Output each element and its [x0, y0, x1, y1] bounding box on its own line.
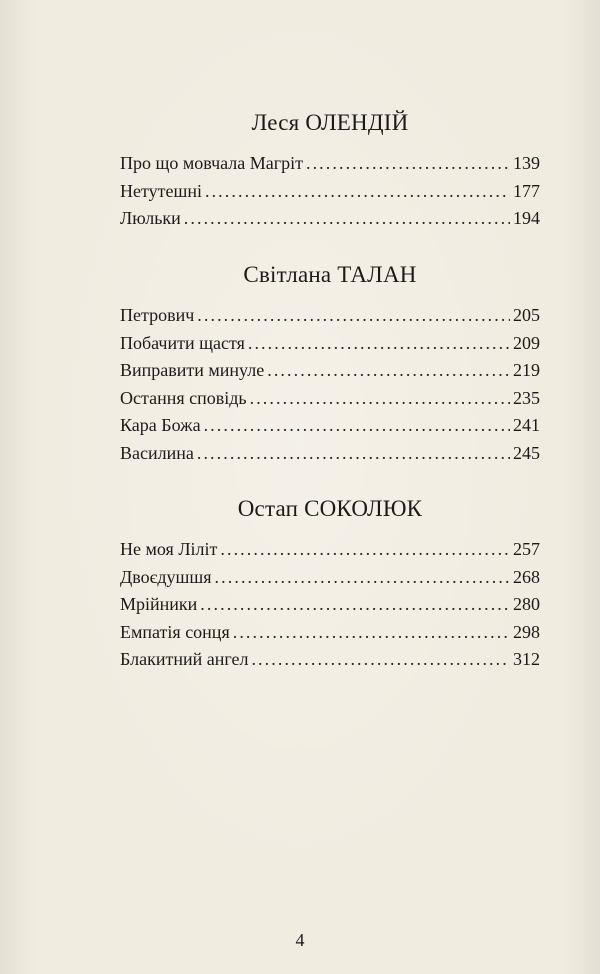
entry-title: Не моя Ліліт: [120, 539, 218, 559]
toc-entry[interactable]: [120, 412, 540, 440]
toc-entry[interactable]: [120, 302, 540, 330]
entry-list: [120, 302, 540, 468]
entry-title: Мрійники: [120, 594, 198, 615]
entry-page-number: 139: [513, 153, 540, 173]
entry-page-number: 235: [513, 387, 540, 408]
dot-leader: [250, 385, 510, 413]
entry-title: Люльки: [120, 208, 181, 229]
dot-leader: [267, 357, 510, 385]
dot-leader: [233, 619, 510, 647]
entry-list: [120, 536, 540, 674]
toc-entry[interactable]: [120, 564, 540, 592]
toc-section-talan: [120, 260, 540, 468]
dot-leader: [197, 302, 510, 330]
entry-title: Двоєдушшя: [120, 566, 212, 587]
dot-leader: [204, 412, 510, 440]
entry-title: Кара Божа: [120, 415, 201, 436]
entry-page-number: 205: [513, 305, 540, 325]
dot-leader: [306, 150, 510, 178]
entry-page-number: 268: [513, 566, 540, 587]
toc-section-olendii: [120, 108, 540, 233]
entry-page-number: 194: [513, 208, 540, 229]
dot-leader: [205, 178, 510, 206]
entry-title: Остання сповідь: [120, 387, 247, 408]
toc-entry[interactable]: [120, 385, 540, 413]
entry-title: Блакитний ангел: [120, 649, 249, 670]
dot-leader: [251, 646, 510, 674]
entry-title: Петрович: [120, 305, 195, 325]
toc-entry[interactable]: [120, 150, 540, 178]
toc-entry[interactable]: [120, 646, 540, 674]
entry-page-number: 312: [513, 649, 540, 670]
entry-title: Побачити щастя: [120, 332, 245, 353]
page-number: 4: [295, 930, 305, 950]
entry-page-number: 241: [513, 415, 540, 436]
toc-entry[interactable]: [120, 619, 540, 647]
entry-page-number: 257: [513, 539, 540, 559]
toc-entry[interactable]: [120, 205, 540, 233]
entry-title: Василина: [120, 442, 194, 463]
entry-title: Нетутешні: [120, 180, 202, 201]
dot-leader: [248, 330, 510, 358]
entry-page-number: 298: [513, 621, 540, 642]
entry-list: [120, 150, 540, 233]
dot-leader: [220, 536, 510, 564]
entry-page-number: 177: [513, 180, 540, 201]
entry-page-number: 219: [513, 360, 540, 381]
dot-leader: [215, 564, 510, 592]
toc-entry[interactable]: [120, 178, 540, 206]
entry-title: Про що мовчала Магріт: [120, 153, 303, 173]
toc-entry[interactable]: [120, 357, 540, 385]
entry-page-number: 280: [513, 594, 540, 615]
toc-section-sokoliuk: [120, 494, 540, 674]
dot-leader: [200, 591, 510, 619]
author-heading: Світлана ТАЛАН: [243, 262, 417, 287]
author-heading: Леся ОЛЕНДІЙ: [251, 110, 409, 135]
toc-entry[interactable]: [120, 440, 540, 468]
author-heading: Остап СОКОЛЮК: [237, 496, 423, 521]
toc-entry[interactable]: [120, 330, 540, 358]
toc-entry[interactable]: [120, 591, 540, 619]
entry-title: Емпатія сонця: [120, 621, 230, 642]
toc-entry[interactable]: [120, 536, 540, 564]
entry-page-number: 245: [513, 442, 540, 463]
entry-page-number: 209: [513, 332, 540, 353]
dot-leader: [197, 440, 510, 468]
entry-title: Виправити минуле: [120, 360, 265, 381]
dot-leader: [184, 205, 510, 233]
